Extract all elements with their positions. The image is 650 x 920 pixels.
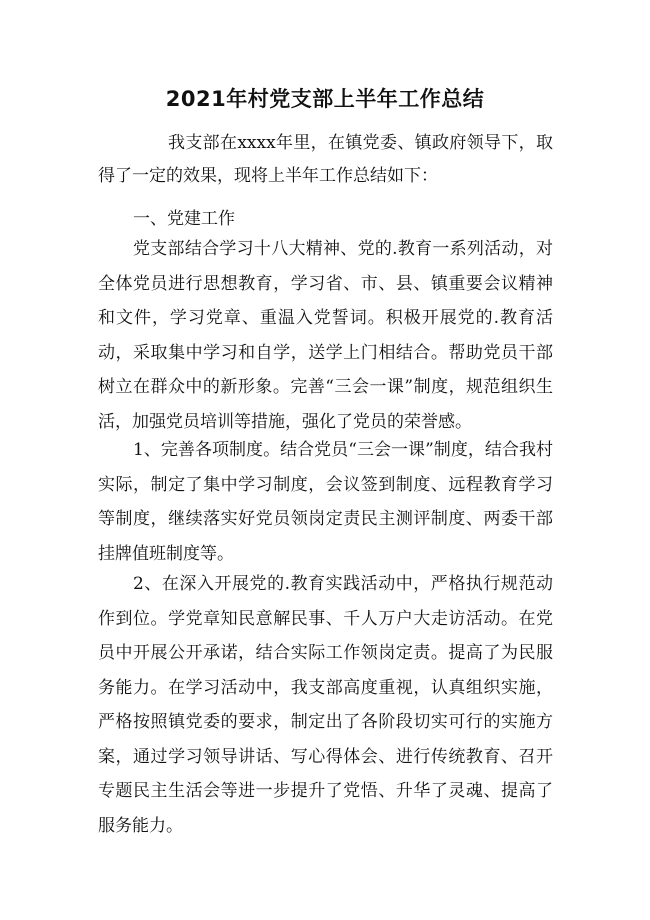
intro-paragraph: 我支部在xxxx年里，在镇党委、镇政府领导下，取得了一定的效果，现将上半年工作总结如下： — [98, 133, 553, 186]
document-title: 2021年村党支部上半年工作总结 — [165, 87, 485, 111]
body-paragraph: 1、完善各项制度。结合党员“三会一课”制度，结合我村实际，制定了集中学习制度，会议签到制度、远程教育学习等制度，继续落实好党员领岗定责民主测评制度、两委干部挂牌值班制度等。 — [98, 440, 553, 564]
section-heading: 一、党建工作 — [133, 209, 235, 229]
body-paragraph: 党支部结合学习十八大精神、党的.教育一系列活动，对全体党员进行思想教育，学习省、市、县、镇重要会议精神和文件，学习党章、重温入党誓词。积极开展党的.教育活动，采取集中学习和自学，送学上门相结合。帮助党员干部树立在群众中的新形象。完善“三会一课”制度，规范组织生活，加强党员培训等措施，强化了党员的荣誉感。 — [98, 239, 553, 432]
body-paragraph: 2、在深入开展党的.教育实践活动中，严格执行规范动作到位。学党章知民意解民事、千人万户大走访活动。在党员中开展公开承诺，结合实际工作领岗定责。提高了为民服务能力。在学习活动中，我支部高度重视，认真组织实施，严格按照镇党委的要求，制定出了各阶段切实可行的实施方案，通过学习领导讲话、写心得体会、进行传统教育、召开专题民主生活会等进一步提升了党悟、升华了灵魂、提高了服务能力。 — [98, 574, 553, 836]
